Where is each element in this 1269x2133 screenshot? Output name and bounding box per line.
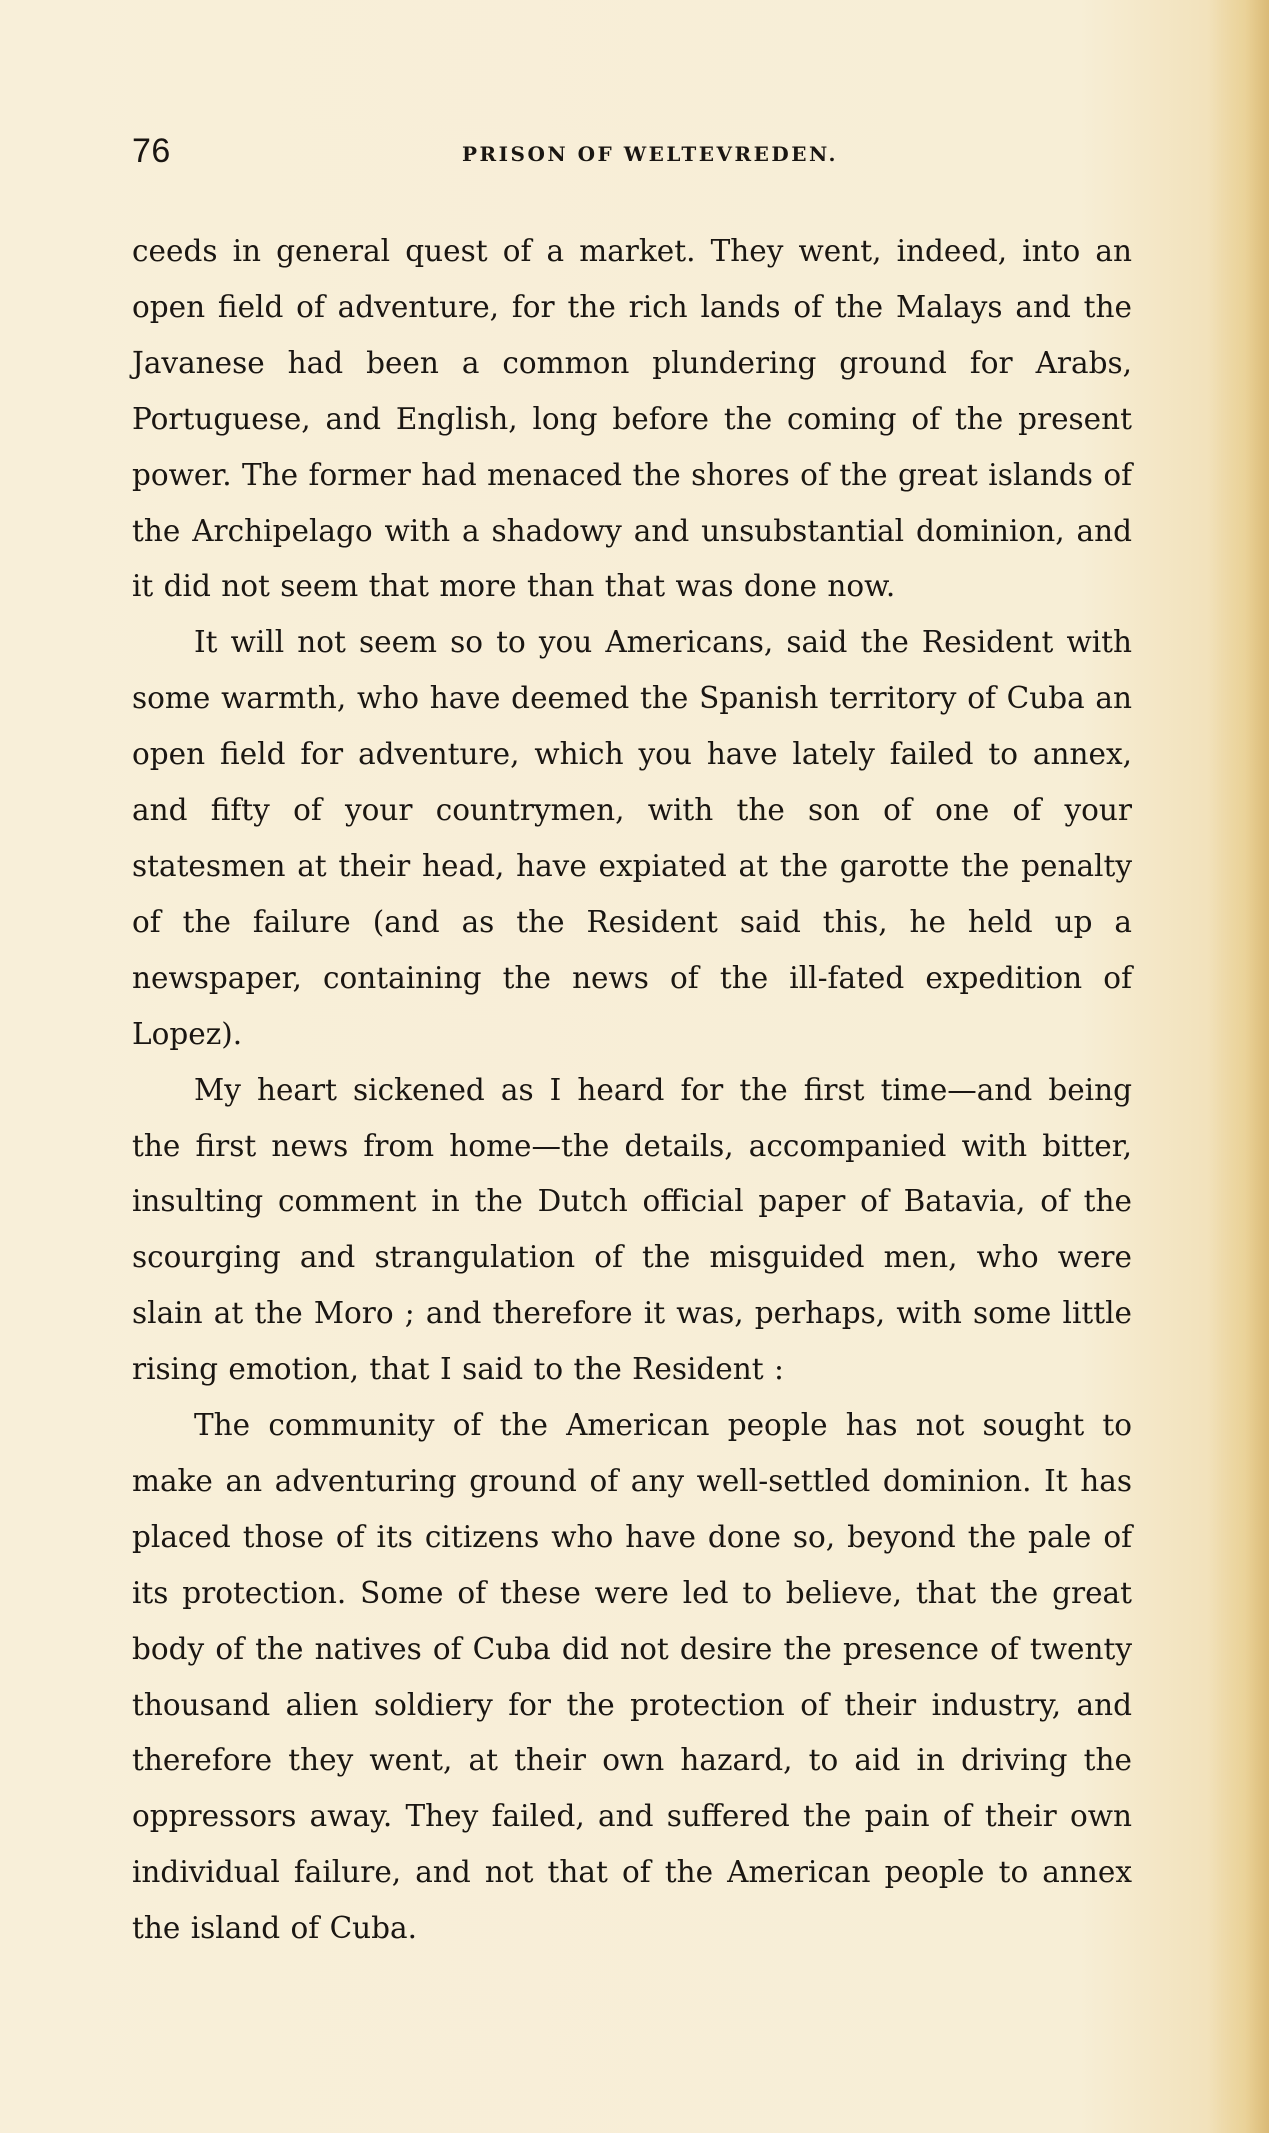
paragraph-american-community: The community of the American people has not sought to make an adventuring ground of any well-settled dominion. It has placed those of its citizens who have done so, beyond the pale of its protection. Some of these were led to believe, that the great body of the natives of Cuba did not desire the presence of twenty thousand alien soldiery for the protection of their industry, and therefore they went, at their own hazard, to aid in driving the oppressors away. They failed, and suffered the pain of their own individual failure, and not that of the American people to annex the island of Cuba. bbox=[132, 1408, 1132, 1946]
paragraph-continuation: ceeds in general quest of a market. They went, indeed, into an open field of adventure, for the rich lands of the Malays and the Javanese had been a common plundering ground for Arabs, Portuguese, and English, long before the coming of the present power. The former had menaced the shores of the great islands of the Archipelago with a shadowy and unsubstantial dominion, and it did not seem that more than that was done now. bbox=[132, 234, 1132, 604]
page-header bbox=[132, 132, 1134, 172]
paragraph-resident-reply: It will not seem so to you Americans, said the Resident with some warmth, who have deemed the Spanish territory of Cuba an open field for adventure, which you have lately failed to annex, and fifty of your countrymen, with the son of one of your statesmen at their head, have expiated at the garotte the penalty of the failure (and as the Resident said this, he held up a newspaper, containing the news of the ill-fated expedition of Lopez). bbox=[132, 625, 1132, 1051]
page-edge-shadow bbox=[1209, 0, 1269, 2133]
page-number: 76 bbox=[132, 132, 171, 170]
paragraph-heart-sickened: My heart sickened as I heard for the first time—and being the first news from home—the details, accompanied with bitter, insulting comment in the Dutch official paper of Batavia, of the scourging and strangulation of the misguided men, who were slain at the Moro ; and therefore it was, perhaps, with some little rising emotion, that I said to the Resident : bbox=[132, 1072, 1132, 1387]
body-text bbox=[132, 224, 1132, 1957]
running-head: PRISON OF WELTEVREDEN. bbox=[462, 142, 838, 166]
